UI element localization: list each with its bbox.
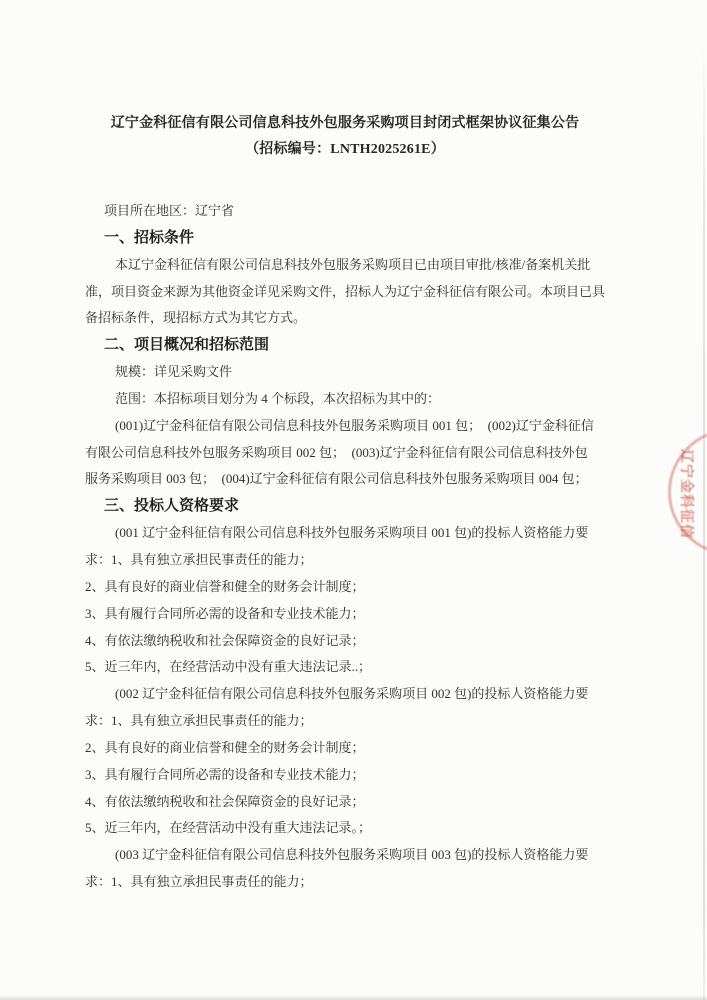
- section-2-scale-line: 规模：详见采购文件: [115, 364, 233, 380]
- bidder-002-requirements-line: 3、具有履行合同所必需的设备和专业技术能力；: [85, 766, 365, 782]
- document-title: 辽宁金科征信有限公司信息科技外包服务采购项目封闭式框架协议征集公告: [110, 116, 580, 131]
- bidder-001-requirements-line: 4、有依法缴纳税收和社会保障资金的良好记录；: [85, 632, 365, 648]
- bidder-001-requirements-line: 5、近三年内，在经营活动中没有重大违法记录..；: [85, 659, 372, 675]
- project-region-line: 项目所在地区：辽宁省: [104, 203, 235, 218]
- bidder-002-requirements-line: (002 辽宁金科征信有限公司信息科技外包服务采购项目 002 包)的投标人资格能力要: [115, 686, 589, 702]
- section-2-scope-line: 范围：本招标项目划分为 4 个标段，本次招标为其中的：: [115, 390, 441, 406]
- section-2-packages-line: 有限公司信息科技外包服务采购项目 002 包； (003)辽宁金科征信有限公司信息科技外包: [85, 444, 588, 460]
- bidder-001-requirements-line: 求：1、具有独立承担民事责任的能力；: [85, 551, 313, 567]
- bidder-002-requirements-line: 2、具有良好的商业信誉和健全的财务会计制度；: [85, 739, 365, 755]
- section-1-line: 准，项目资金来源为其他资金详见采购文件，招标人为辽宁金科征信有限公司。本项目已具: [85, 283, 606, 299]
- bidder-002-requirements-line: 5、近三年内，在经营活动中没有重大违法记录。；: [85, 820, 372, 836]
- section-2-heading: 二、项目概况和招标范围: [104, 337, 270, 354]
- section-3-heading: 三、投标人资格要求: [104, 498, 240, 515]
- red-seal-text: 辽宁金科征信: [678, 449, 693, 539]
- section-1-line: 备招标条件，现招标方式为其它方式。: [85, 310, 307, 326]
- section-2-packages-line: (001)辽宁金科征信有限公司信息科技外包服务采购项目 001 包； (002)辽宁金科征信: [115, 417, 594, 433]
- tender-number: （招标编号：LNTH2025261E）: [245, 142, 445, 157]
- bidder-001-requirements-line: 2、具有良好的商业信誉和健全的财务会计制度；: [85, 578, 365, 594]
- document-title-block: [85, 111, 605, 163]
- scan-page-right-edge: [703, 40, 705, 1000]
- section-2-packages-line: 服务采购项目 003 包； (004)辽宁金科征信有限公司信息科技外包服务采购项目 004 包；: [85, 471, 588, 487]
- bidder-002-requirements-line: 4、有依法缴纳税收和社会保障资金的良好记录；: [85, 793, 365, 809]
- bidder-003-requirements-line: (003 辽宁金科征信有限公司信息科技外包服务采购项目 003 包)的投标人资格能力要: [115, 847, 589, 863]
- bidder-003-requirements-line: 求：1、具有独立承担民事责任的能力；: [85, 874, 313, 890]
- section-1-heading: 一、招标条件: [104, 229, 195, 246]
- document-body: [85, 198, 605, 896]
- section-1-line: 本辽宁金科征信有限公司信息科技外包服务采购项目已由项目审批/核准/备案机关批: [115, 256, 591, 272]
- scan-page-bottom-shadow: [0, 995, 707, 1000]
- bidder-001-requirements-line: 3、具有履行合同所必需的设备和专业技术能力；: [85, 605, 365, 621]
- bidder-001-requirements-line: (001 辽宁金科征信有限公司信息科技外包服务采购项目 001 包)的投标人资格能力要: [115, 525, 589, 541]
- bidder-002-requirements-line: 求：1、具有独立承担民事责任的能力；: [85, 713, 313, 729]
